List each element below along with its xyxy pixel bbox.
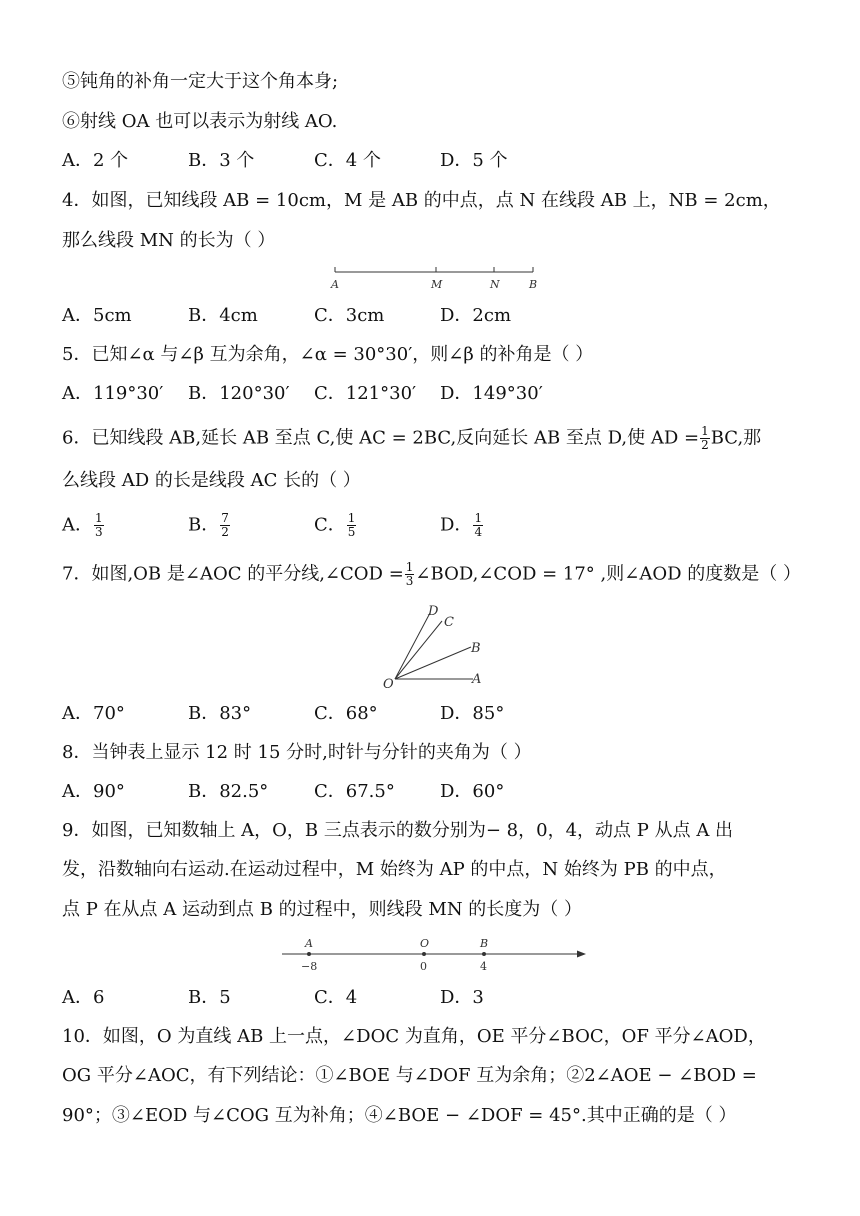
q6-line-2: 么线段 AD 的长是线段 AC 长的（ ） [62,470,361,491]
q5-option-a[interactable]: A．119°30′ [62,383,164,404]
q6-line-1-tail: BC,那 [710,427,762,449]
q6-option-c-fraction [347,512,357,539]
q7-option-a[interactable]: A．70° [62,703,125,724]
q7-angle-figure [376,598,496,693]
q6-option-b-num: 7 [221,511,229,525]
q6-option-d-fraction [473,512,483,539]
q6-fraction-num: 1 [701,424,709,438]
q7-line-1-tail: ∠BOD,∠COD = 17° ,则∠AOD 的度数是（ ） [415,563,801,585]
number-line-arrow [577,951,586,958]
q7-option-d[interactable]: D．85° [440,703,505,724]
q3-option-d[interactable]: D．5 个 [440,150,508,171]
q6-fraction [700,425,710,452]
q6-option-c[interactable] [314,512,357,539]
q6-fraction-den: 2 [701,438,709,452]
q9-option-c[interactable]: C．4 [314,987,358,1008]
value-a: −8 [301,960,318,973]
point-a [307,952,311,956]
q5-option-b[interactable]: B．120°30′ [188,383,290,404]
label-o: O [420,937,430,950]
label-a: A [305,937,313,950]
q9-line-2: 发，沿数轴向右运动.在运动过程中，M 始终为 AP 的中点，N 始终为 PB 的中点， [62,859,727,880]
q3-option-a[interactable]: A．2 个 [62,150,129,171]
q6-option-d-den: 4 [474,525,483,539]
q7-fraction [405,561,415,588]
q5-line-1: 5．已知∠α 与∠β 互为余角，∠α = 30°30′，则∠β 的补角是（ ） [62,344,594,365]
point-o [422,952,426,956]
label-b: B [471,641,481,656]
q10-line-3: 90°；③∠EOD 与∠COG 互为补角；④∠BOE − ∠DOF = 45°.其中正确的是（ ） [62,1105,737,1126]
ray-od [395,613,430,679]
q6-option-a-num: 1 [95,511,103,525]
q6-option-a-den: 3 [95,525,103,539]
q9-number-line [280,932,590,976]
q4-option-b[interactable]: B．4cm [188,305,258,326]
q6-option-c-den: 5 [347,525,356,539]
q10-line-2: OG 平分∠AOC，有下列结论：①∠BOE 与∠DOF 互为余角；②2∠AOE − ∠BOD = [62,1065,757,1086]
q7-option-c[interactable]: C．68° [314,703,378,724]
q6-option-b-den: 2 [221,525,229,539]
statement-5: ⑤钝角的补角一定大于这个角本身; [62,71,339,92]
q5-option-c[interactable]: C．121°30′ [314,383,417,404]
q4-segment-figure [328,262,544,292]
label-m: M [431,278,443,291]
q7-line-1-text: 7．如图,OB 是∠AOC 的平分线,∠COD = [62,563,404,585]
q8-option-d[interactable]: D．60° [440,781,505,802]
q7-fraction-den: 3 [405,574,414,588]
ray-oc [395,621,442,679]
label-a: A [472,672,482,687]
q6-option-d-num: 1 [474,511,483,525]
value-o: 0 [420,960,427,973]
q3-option-c[interactable]: C．4 个 [314,150,381,171]
q10-line-1: 10．如图，O 为直线 AB 上一点，∠DOC 为直角，OE 平分∠BOC，OF 平分∠AOD， [62,1026,766,1047]
q9-option-d[interactable]: D．3 [440,987,484,1008]
q8-option-c[interactable]: C．67.5° [314,781,395,802]
q5-option-d[interactable]: D．149°30′ [440,383,543,404]
q8-option-a[interactable]: A．90° [62,781,125,802]
q6-option-c-num: 1 [347,511,356,525]
q4-option-c[interactable]: C．3cm [314,305,385,326]
q9-line-3: 点 P 在从点 A 运动到点 B 的过程中，则线段 MN 的长度为（ ） [62,899,583,920]
label-b: B [529,278,538,291]
q7-option-b[interactable]: B．83° [188,703,252,724]
q6-line-1 [62,425,761,452]
q6-option-b-label: B． [188,514,220,536]
value-b: 4 [480,960,487,973]
q4-option-a[interactable]: A．5cm [62,305,132,326]
label-n: N [490,278,500,291]
q6-option-c-label: C． [314,514,346,536]
q4-option-d[interactable]: D．2cm [440,305,512,326]
q6-option-b-fraction [220,512,230,539]
label-d: D [428,604,439,619]
point-b [482,952,486,956]
q8-line-1: 8．当钟表上显示 12 时 15 分时,时针与分针的夹角为（ ） [62,742,532,763]
q4-line-1: 4．如图，已知线段 AB = 10cm，M 是 AB 的中点，点 N 在线段 AB 上，NB = 2cm， [62,190,781,211]
q6-option-a-label: A． [62,514,93,536]
q6-option-b[interactable] [188,512,231,539]
q7-fraction-num: 1 [405,560,414,574]
q4-line-2: 那么线段 MN 的长为（ ） [62,230,276,251]
q9-line-1: 9．如图，已知数轴上 A，O，B 三点表示的数分别为− 8，0，4，动点 P 从点 A 出 [62,820,734,841]
q9-option-b[interactable]: B．5 [188,987,231,1008]
q6-option-d[interactable] [440,512,484,539]
q9-option-a[interactable]: A．6 [62,987,105,1008]
q8-option-b[interactable]: B．82.5° [188,781,269,802]
ray-ob [395,647,471,679]
label-o: O [383,677,394,692]
label-b: B [480,937,489,950]
statement-6: ⑥射线 OA 也可以表示为射线 AO. [62,111,338,132]
q7-line-1 [62,561,801,588]
q6-option-a-fraction [94,512,104,539]
q3-option-b[interactable]: B．3 个 [188,150,255,171]
label-c: C [444,615,454,630]
q6-option-d-label: D． [440,514,473,536]
q6-line-1-text: 6．已知线段 AB,延长 AB 至点 C,使 AC = 2BC,反向延长 AB 至点 D,使 AD = [62,427,700,449]
label-a: A [331,278,339,291]
q6-option-a[interactable] [62,512,105,539]
